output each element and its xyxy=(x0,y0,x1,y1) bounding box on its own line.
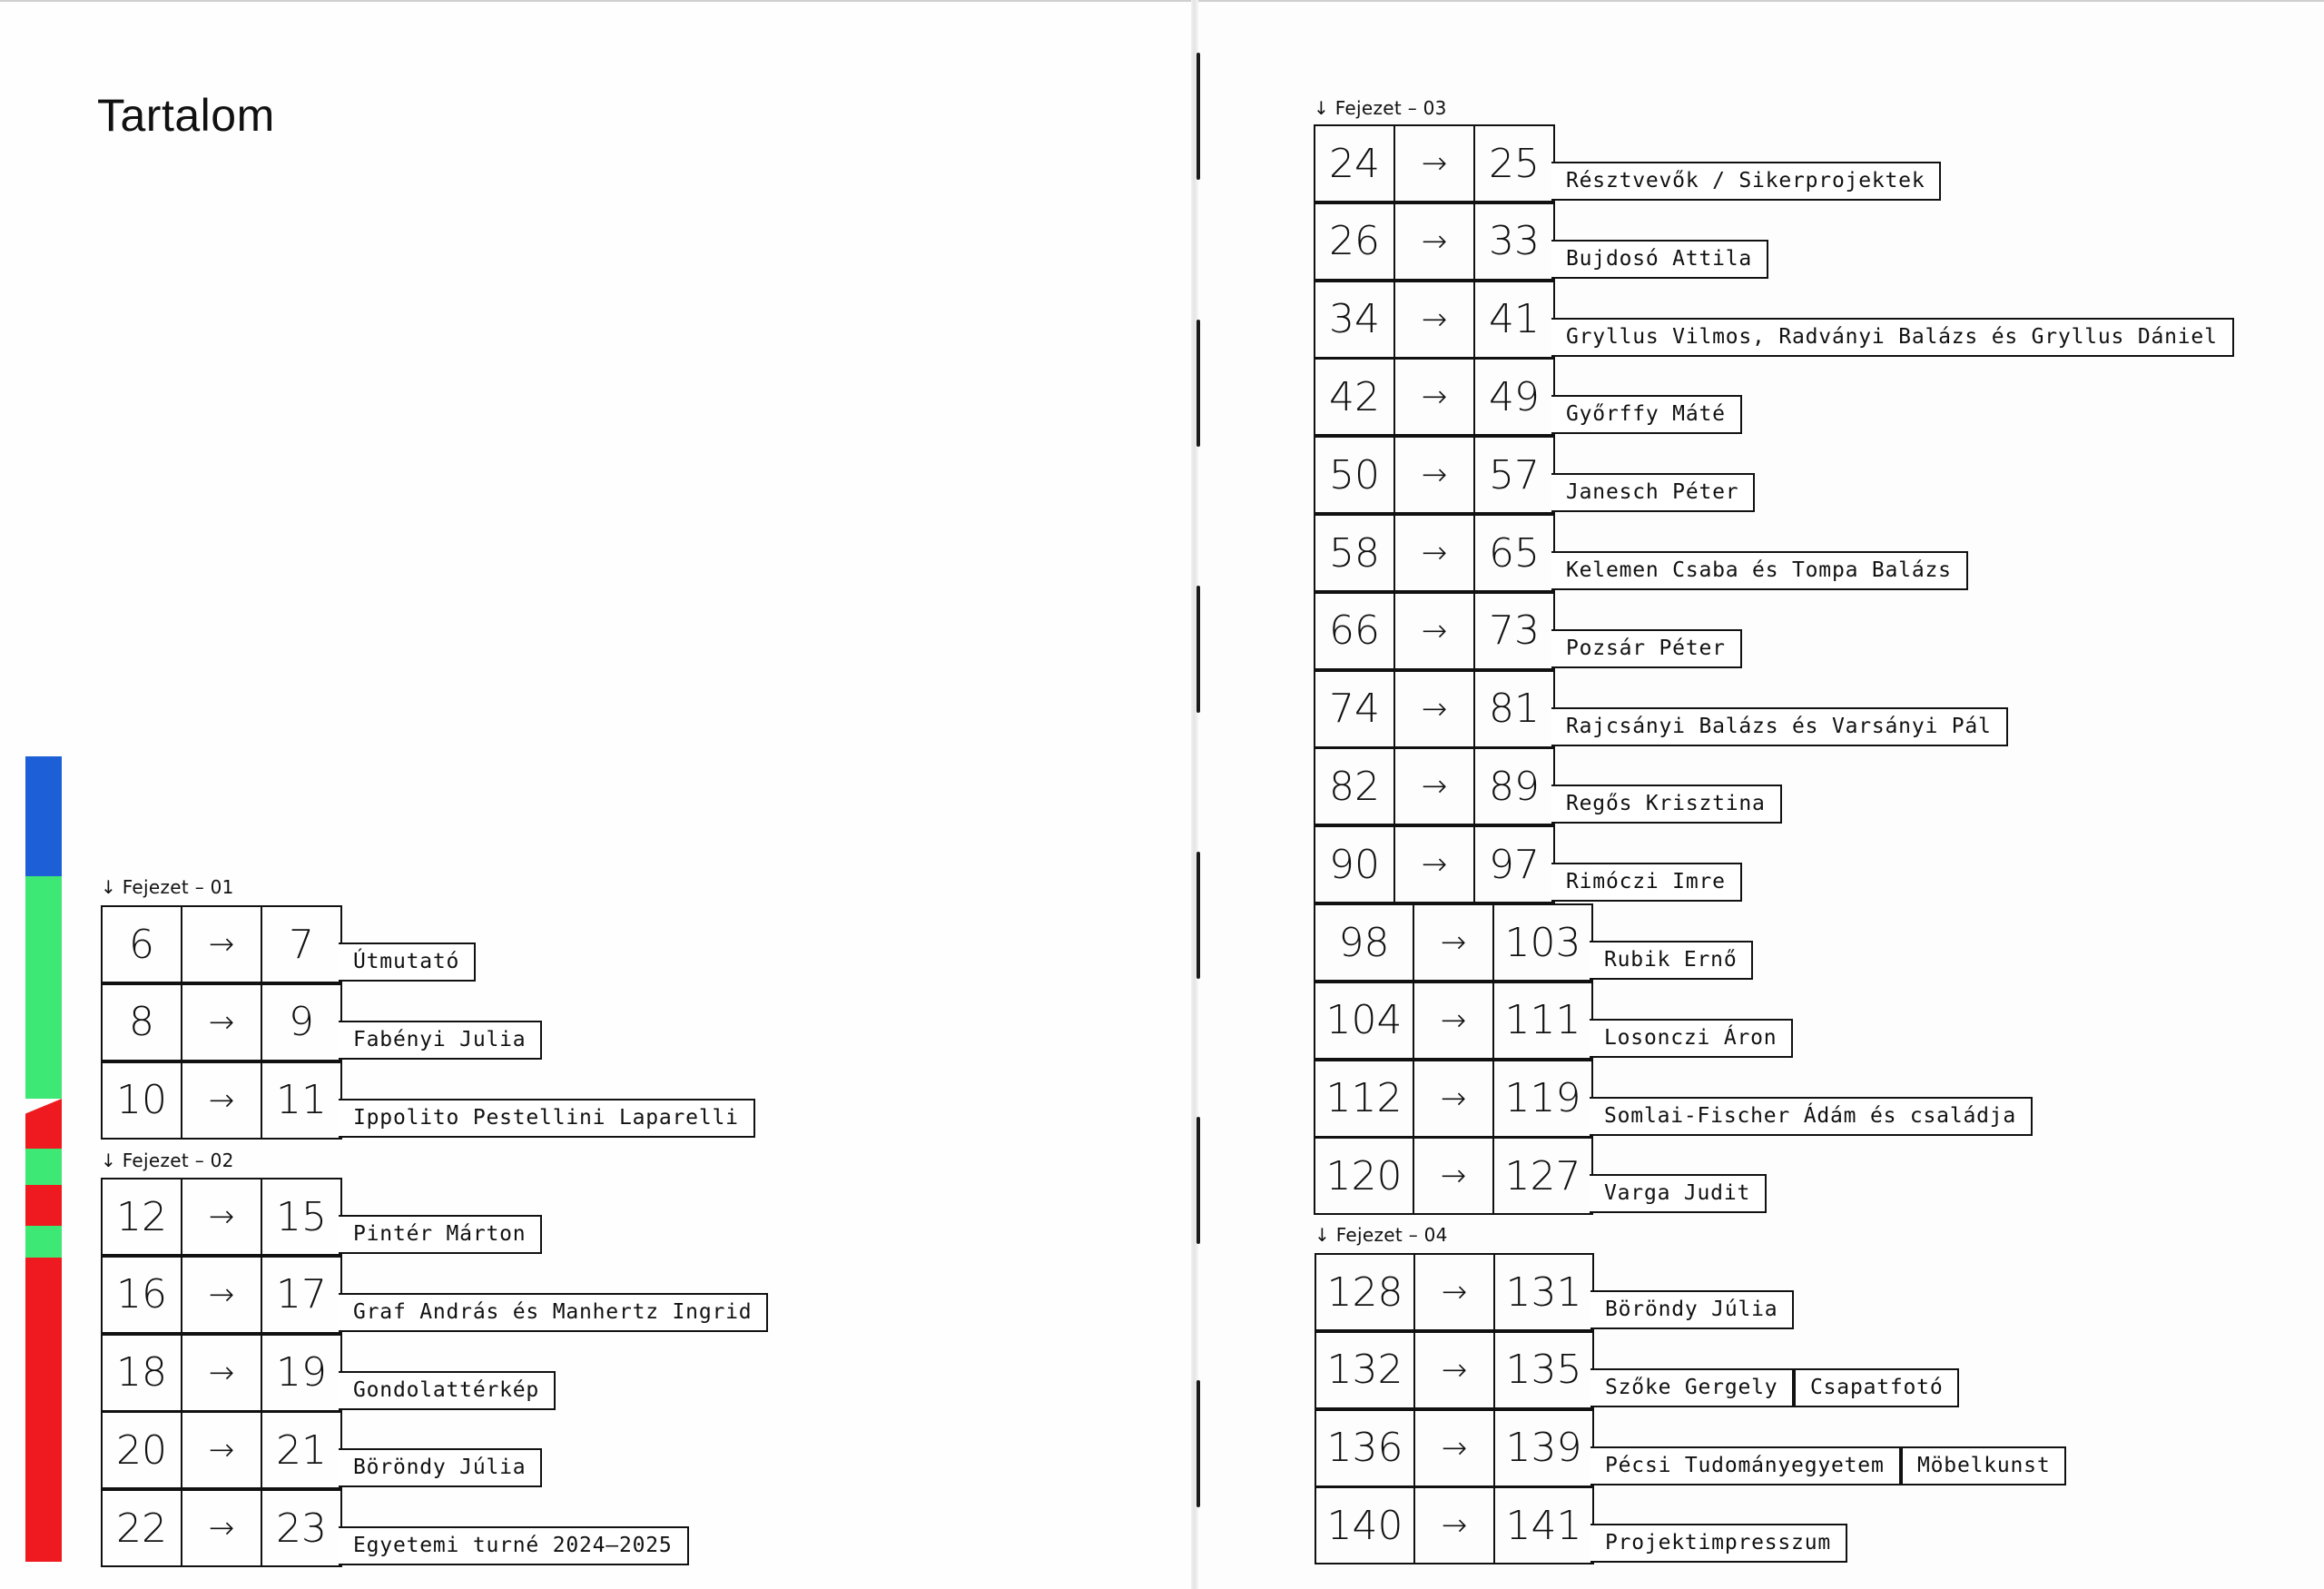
start-page: 50 xyxy=(1315,437,1394,513)
start-page: 104 xyxy=(1315,982,1413,1059)
end-page: 7 xyxy=(261,906,341,982)
entry-label[interactable]: Rimóczi Imre xyxy=(1551,863,1742,902)
arrow-icon: → xyxy=(1394,515,1474,591)
end-page: 17 xyxy=(261,1257,341,1333)
page-range-row xyxy=(1315,1331,1594,1409)
start-page: 66 xyxy=(1315,593,1394,669)
end-page: 141 xyxy=(1494,1487,1593,1564)
start-page: 120 xyxy=(1315,1138,1413,1214)
start-page: 8 xyxy=(102,984,182,1061)
end-page: 33 xyxy=(1474,203,1554,280)
entry-label[interactable]: Pozsár Péter xyxy=(1551,629,1742,668)
entry-label[interactable]: Útmutató xyxy=(339,943,476,982)
entry-label[interactable]: Kelemen Csaba és Tompa Balázs xyxy=(1551,551,1968,590)
entry-label[interactable]: Losonczi Áron xyxy=(1590,1019,1793,1058)
entry-label[interactable]: Regős Krisztina xyxy=(1551,785,1782,824)
page-range-row xyxy=(101,1489,342,1567)
chapter-heading: ↓ Fejezet – 01 xyxy=(101,876,234,898)
arrow-icon: → xyxy=(1414,1332,1494,1408)
start-page: 136 xyxy=(1315,1410,1414,1486)
arrow-icon: → xyxy=(182,1062,261,1139)
start-page: 34 xyxy=(1315,281,1394,358)
end-page: 9 xyxy=(261,984,341,1061)
entry-label[interactable]: Egyetemi turné 2024–2025 xyxy=(339,1526,689,1565)
color-strip-green xyxy=(25,876,62,1099)
start-page: 26 xyxy=(1315,203,1394,280)
chapter-heading: ↓ Fejezet – 04 xyxy=(1315,1224,1448,1246)
page-range-row xyxy=(1315,1486,1594,1564)
entry-label[interactable]: Résztvevők / Sikerprojektek xyxy=(1551,162,1941,201)
start-page: 74 xyxy=(1315,671,1394,747)
page-range-row xyxy=(101,905,342,983)
end-page: 127 xyxy=(1493,1138,1592,1214)
end-page: 97 xyxy=(1474,826,1554,903)
binding-stitch xyxy=(1196,852,1200,979)
end-page: 131 xyxy=(1494,1254,1593,1330)
start-page: 112 xyxy=(1315,1061,1413,1137)
arrow-icon: → xyxy=(1394,748,1474,824)
entry-label[interactable]: Janesch Péter xyxy=(1551,473,1755,512)
end-page: 49 xyxy=(1474,359,1554,435)
arrow-icon: → xyxy=(182,984,261,1061)
page-range-row xyxy=(1314,1060,1593,1138)
start-page: 22 xyxy=(102,1490,182,1566)
entry-label[interactable]: Győrffy Máté xyxy=(1551,395,1742,434)
color-strip-green xyxy=(25,1226,62,1258)
entry-label[interactable]: Ippolito Pestellini Laparelli xyxy=(339,1099,755,1138)
page-range-row xyxy=(1315,1409,1594,1487)
start-page: 90 xyxy=(1315,826,1394,903)
arrow-icon: → xyxy=(1414,1254,1494,1330)
entry-label[interactable]: Varga Judit xyxy=(1590,1174,1767,1213)
end-page: 73 xyxy=(1474,593,1554,669)
entry-label[interactable]: Somlai-Fischer Ádám és családja xyxy=(1590,1097,2033,1136)
arrow-icon: → xyxy=(182,1335,261,1411)
page-range-row xyxy=(101,1334,342,1412)
page-range-row xyxy=(1314,281,1555,359)
end-page: 57 xyxy=(1474,437,1554,513)
binding-stitch xyxy=(1196,320,1200,447)
chapter-heading: ↓ Fejezet – 02 xyxy=(101,1150,234,1171)
page-range-row xyxy=(1314,670,1555,748)
end-page: 41 xyxy=(1474,281,1554,358)
entry-label[interactable]: Graf András és Manhertz Ingrid xyxy=(339,1293,768,1332)
entry-label[interactable]: Möbelkunst xyxy=(1901,1446,2066,1485)
binding-stitch xyxy=(1196,1380,1200,1507)
page-range-row xyxy=(1314,514,1555,592)
start-page: 82 xyxy=(1315,748,1394,824)
binding-stitch xyxy=(1196,586,1200,713)
start-page: 20 xyxy=(102,1412,182,1488)
end-page: 65 xyxy=(1474,515,1554,591)
page-range-row xyxy=(1314,825,1555,903)
entry-label[interactable]: Csapatfotó xyxy=(1794,1368,1959,1407)
page-range-row xyxy=(101,1178,342,1256)
page-range-row xyxy=(1314,202,1555,281)
page-range-row xyxy=(101,1061,342,1140)
binding-stitch xyxy=(1196,53,1200,180)
entry-label[interactable]: Rubik Ernő xyxy=(1590,941,1753,980)
entry-label[interactable]: Pintér Márton xyxy=(339,1215,542,1254)
end-page: 15 xyxy=(261,1179,341,1255)
arrow-icon: → xyxy=(1394,125,1474,202)
page-range-row xyxy=(1314,358,1555,436)
entry-label[interactable]: Gryllus Vilmos, Radványi Balázs és Gryllus Dániel xyxy=(1551,318,2234,357)
book-gutter xyxy=(1191,0,1198,1589)
arrow-icon: → xyxy=(1394,437,1474,513)
entry-label[interactable]: Projektimpresszum xyxy=(1590,1524,1847,1563)
page-range-row xyxy=(1314,436,1555,514)
arrow-icon: → xyxy=(1394,359,1474,435)
start-page: 24 xyxy=(1315,125,1394,202)
arrow-icon: → xyxy=(1394,593,1474,669)
color-strip-blue xyxy=(25,756,62,876)
start-page: 6 xyxy=(102,906,182,982)
page-range-row xyxy=(1314,903,1593,982)
page-range-row xyxy=(1315,1253,1594,1331)
page-range-row xyxy=(101,1256,342,1334)
entry-label[interactable]: Gondolattérkép xyxy=(339,1371,556,1410)
arrow-icon: → xyxy=(182,1412,261,1488)
page-range-row xyxy=(1314,124,1555,202)
start-page: 12 xyxy=(102,1179,182,1255)
arrow-icon: → xyxy=(182,1179,261,1255)
entry-label[interactable]: Bujdosó Attila xyxy=(1551,240,1768,279)
page-title: Tartalom xyxy=(97,90,275,141)
start-page: 10 xyxy=(102,1062,182,1139)
end-page: 119 xyxy=(1493,1061,1592,1137)
entry-label[interactable]: Pécsi Tudományegyetem xyxy=(1590,1446,1901,1485)
arrow-icon: → xyxy=(1413,1138,1493,1214)
arrow-icon: → xyxy=(1394,671,1474,747)
binding-stitch xyxy=(1196,1117,1200,1244)
page-range-row xyxy=(1314,592,1555,670)
arrow-icon: → xyxy=(1413,904,1493,981)
arrow-icon: → xyxy=(1414,1410,1494,1486)
start-page: 128 xyxy=(1315,1254,1414,1330)
page-range-row xyxy=(1314,747,1555,825)
page-edge xyxy=(0,0,2324,2)
arrow-icon: → xyxy=(1414,1487,1494,1564)
end-page: 111 xyxy=(1493,982,1592,1059)
arrow-icon: → xyxy=(1394,203,1474,280)
page-range-row xyxy=(101,1411,342,1489)
arrow-icon: → xyxy=(182,906,261,982)
entry-label[interactable]: Böröndy Júlia xyxy=(1590,1290,1794,1329)
start-page: 140 xyxy=(1315,1487,1414,1564)
arrow-icon: → xyxy=(182,1257,261,1333)
start-page: 16 xyxy=(102,1257,182,1333)
end-page: 135 xyxy=(1494,1332,1593,1408)
chapter-heading: ↓ Fejezet – 03 xyxy=(1314,97,1447,119)
end-page: 23 xyxy=(261,1490,341,1566)
end-page: 19 xyxy=(261,1335,341,1411)
end-page: 103 xyxy=(1493,904,1592,981)
entry-label[interactable]: Szőke Gergely xyxy=(1590,1368,1794,1407)
end-page: 139 xyxy=(1494,1410,1593,1486)
page-range-row xyxy=(1314,982,1593,1060)
arrow-icon: → xyxy=(1394,281,1474,358)
arrow-icon: → xyxy=(1413,982,1493,1059)
page-range-row xyxy=(1314,1137,1593,1215)
color-strip-red xyxy=(25,1258,62,1562)
entry-label[interactable]: Fabényi Julia xyxy=(339,1021,542,1060)
start-page: 132 xyxy=(1315,1332,1414,1408)
color-strip-green xyxy=(25,1149,62,1185)
start-page: 18 xyxy=(102,1335,182,1411)
end-page: 11 xyxy=(261,1062,341,1139)
end-page: 89 xyxy=(1474,748,1554,824)
start-page: 42 xyxy=(1315,359,1394,435)
end-page: 21 xyxy=(261,1412,341,1488)
start-page: 98 xyxy=(1315,904,1413,981)
arrow-icon: → xyxy=(1394,826,1474,903)
arrow-icon: → xyxy=(182,1490,261,1566)
entry-label[interactable]: Rajcsányi Balázs és Varsányi Pál xyxy=(1551,707,2008,746)
entry-label[interactable]: Böröndy Júlia xyxy=(339,1448,542,1487)
start-page: 58 xyxy=(1315,515,1394,591)
color-strip-red xyxy=(25,1185,62,1226)
end-page: 81 xyxy=(1474,671,1554,747)
page-range-row xyxy=(101,983,342,1061)
arrow-icon: → xyxy=(1413,1061,1493,1137)
end-page: 25 xyxy=(1474,125,1554,202)
